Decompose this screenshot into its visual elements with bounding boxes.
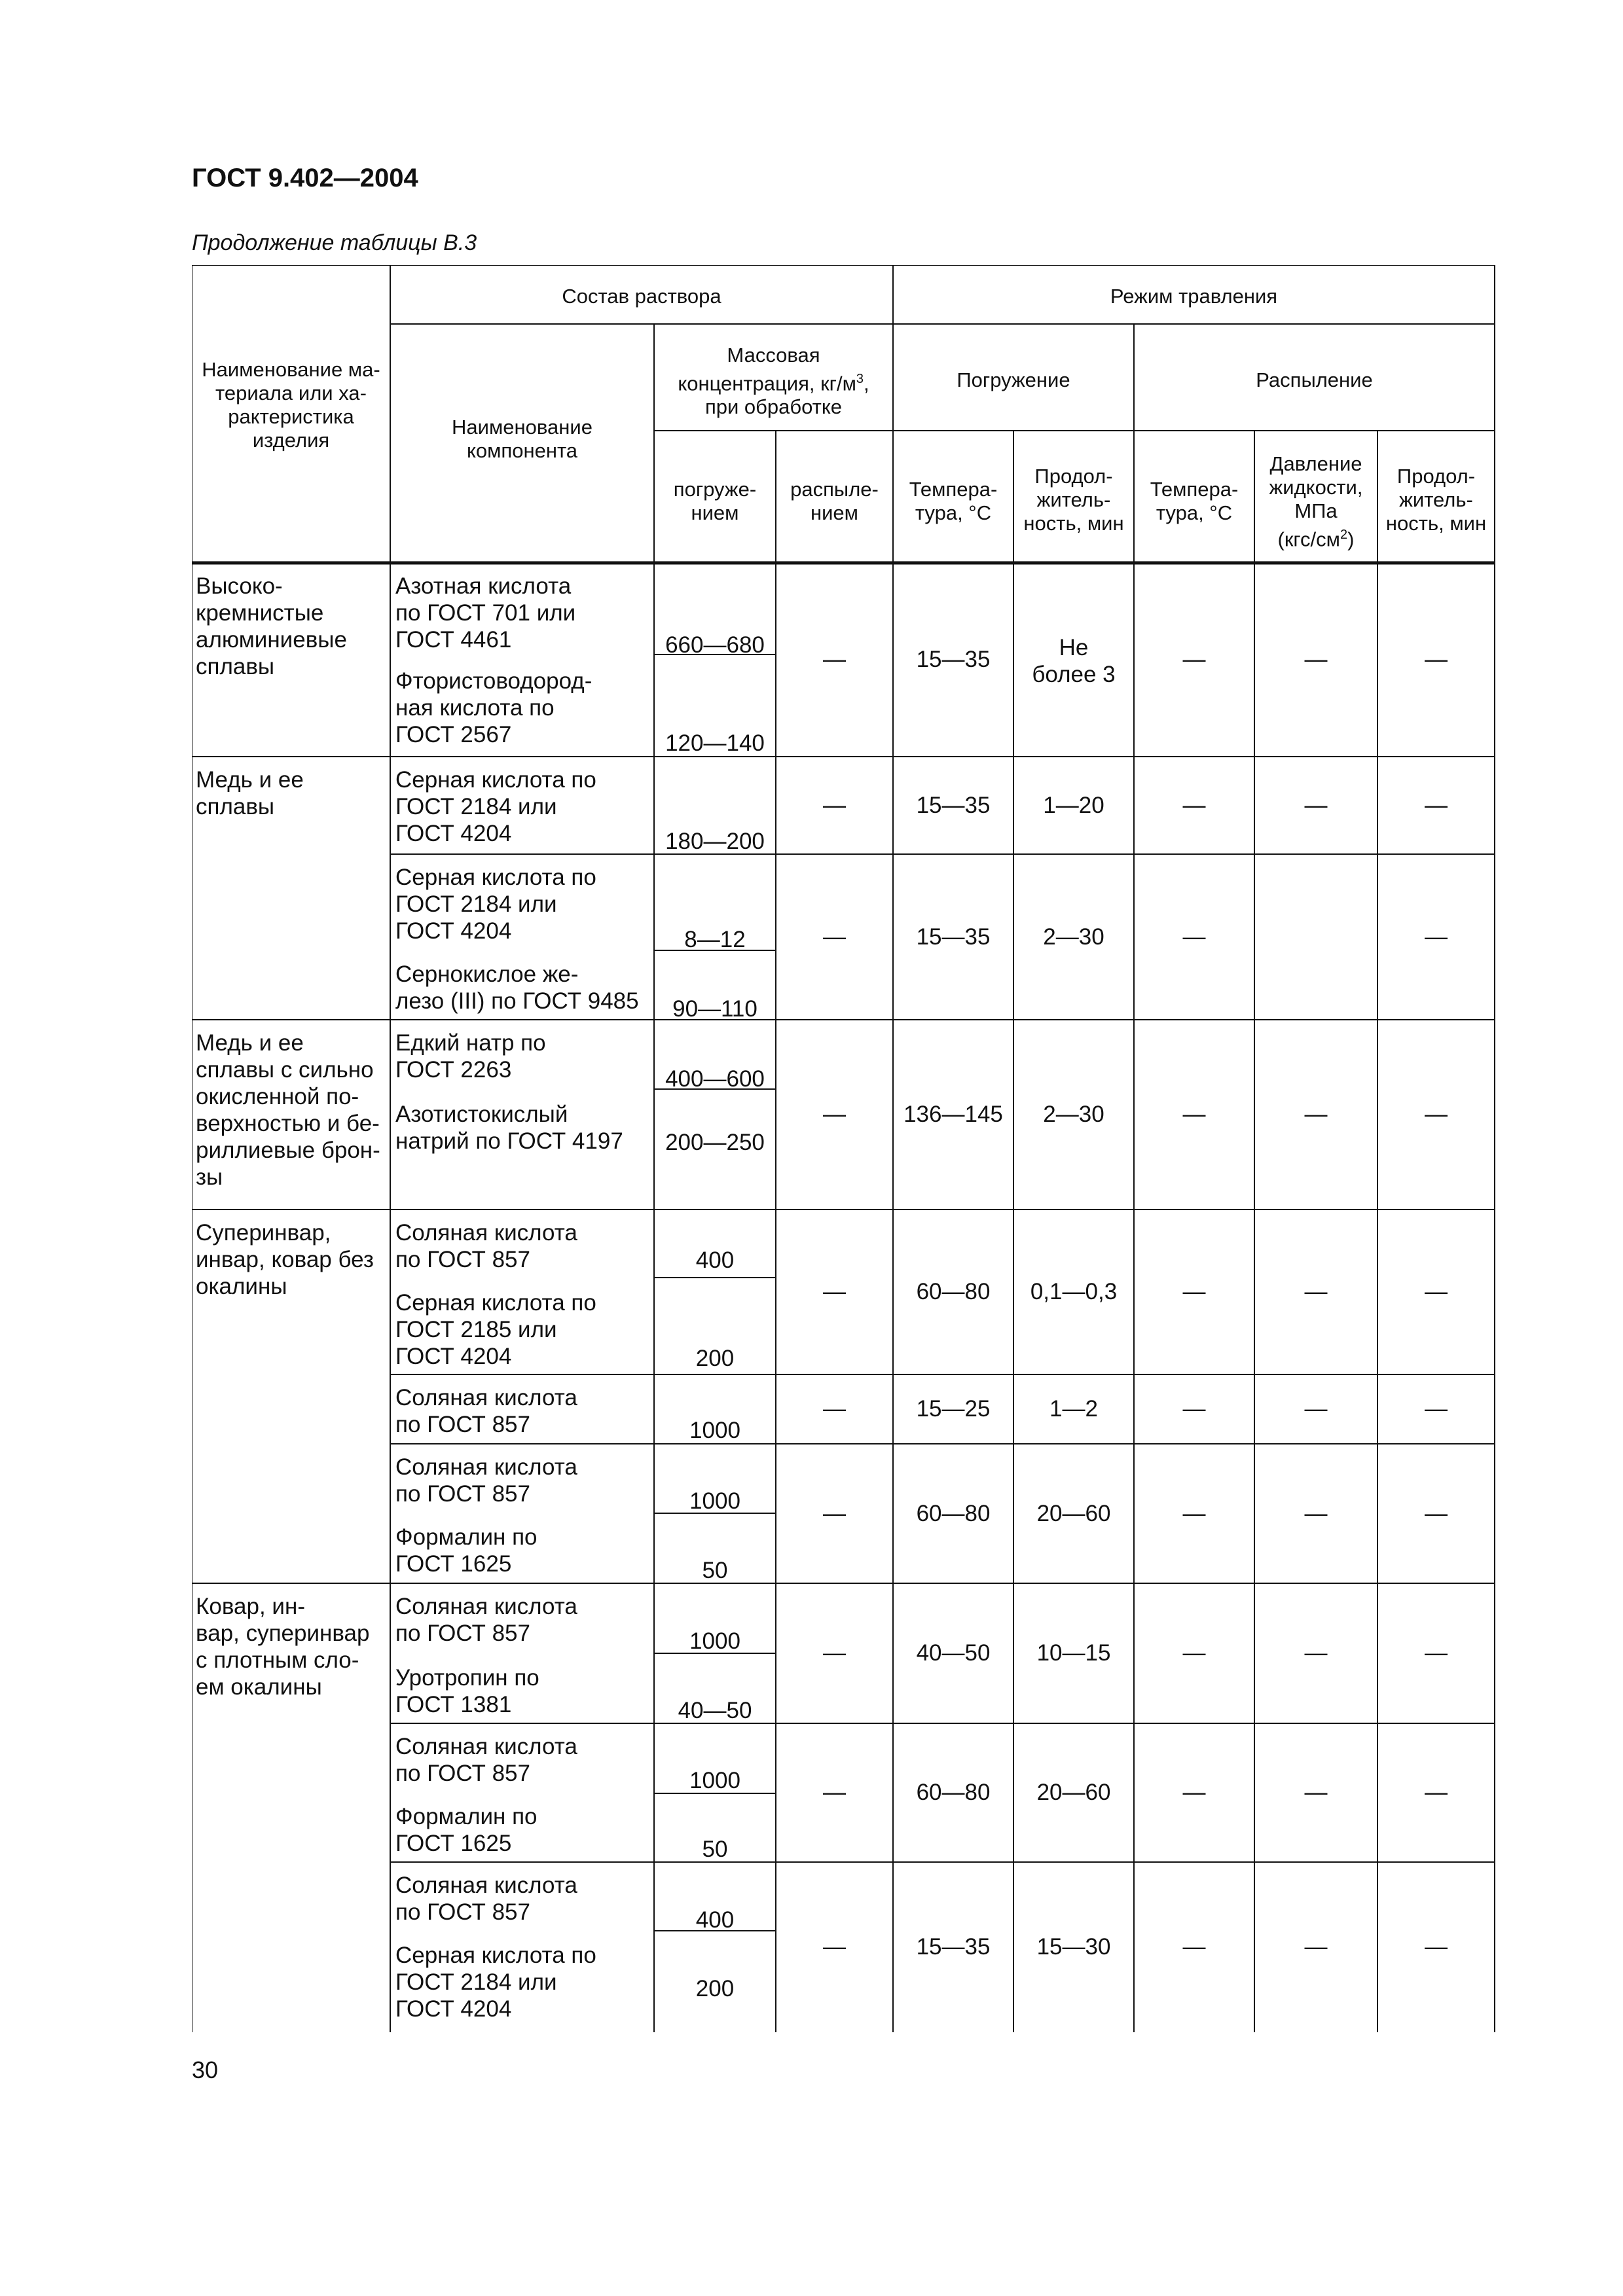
- component-name: Сернокислое же- лезо (III) по ГОСТ 9485: [395, 961, 639, 1014]
- component-name: Уротропин по ГОСТ 1381: [395, 1665, 539, 1717]
- header-concentration: Массовая концентрация, $кг/м^3$, при обработке: [678, 344, 869, 419]
- component-name: Серная кислота по ГОСТ 2184 или ГОСТ 4204: [395, 1943, 596, 2022]
- conc-spraying-value: —: [823, 1102, 846, 1127]
- temp-immersion-value: 15—35: [916, 793, 991, 818]
- material-label: Суперинвар, инвар, ковар без окалины: [196, 1220, 374, 1299]
- temp-immersion-value: 40—50: [916, 1640, 991, 1666]
- temp-immersion-value: 15—35: [916, 647, 991, 672]
- duration-immersion-value: 1—20: [1043, 793, 1104, 818]
- conc-immersion-value: 200: [695, 1346, 735, 1371]
- pressure-value: —: [1304, 647, 1328, 672]
- conc-spraying-value: —: [823, 1640, 846, 1666]
- conc-immersion-value: 40—50: [678, 1698, 752, 1723]
- conc-spraying-value: —: [823, 1279, 846, 1304]
- etching-table: [192, 265, 1501, 2032]
- temp-spraying-value: —: [1182, 924, 1206, 950]
- temp-spraying-value: —: [1182, 1501, 1206, 1526]
- component-name: Серная кислота по ГОСТ 2184 или ГОСТ 4204: [395, 865, 596, 944]
- material-label: Высоко- кремнистые алюминиевые сплавы: [196, 573, 347, 679]
- pressure-value: —: [1304, 1934, 1328, 1960]
- component-name: Соляная кислота по ГОСТ 857: [395, 1454, 577, 1507]
- pressure-value: —: [1304, 793, 1328, 818]
- conc-immersion-value: 1000: [689, 1488, 740, 1514]
- pressure-value: —: [1304, 1501, 1328, 1526]
- component-name: Азотная кислота по ГОСТ 701 или ГОСТ 4461: [395, 573, 576, 653]
- duration-immersion-value: Не более 3: [1032, 635, 1116, 687]
- component-name: Формалин по ГОСТ 1625: [395, 1524, 538, 1577]
- conc-immersion-value: 120—140: [665, 730, 765, 756]
- component-name: Азотистокислый натрий по ГОСТ 4197: [395, 1102, 623, 1154]
- duration-immersion-value: 10—15: [1036, 1640, 1111, 1666]
- temp-spraying-value: —: [1182, 1934, 1206, 1960]
- duration-spraying-value: —: [1425, 924, 1448, 950]
- component-name: Серная кислота по ГОСТ 2184 или ГОСТ 4204: [395, 767, 596, 846]
- component-name: Фтористоводород- ная кислота по ГОСТ 2567: [395, 668, 593, 747]
- conc-immersion-value: 1000: [689, 1628, 740, 1654]
- conc-immersion-value: 200—250: [665, 1130, 765, 1155]
- duration-spraying-value: —: [1425, 1934, 1448, 1960]
- conc-immersion-value: 400—600: [665, 1066, 765, 1092]
- duration-spraying-value: —: [1425, 1279, 1448, 1304]
- duration-immersion-value: 2—30: [1043, 1102, 1104, 1127]
- conc-immersion-value: 1000: [689, 1768, 740, 1793]
- duration-immersion-value: 2—30: [1043, 924, 1104, 950]
- duration-spraying-value: —: [1425, 1396, 1448, 1422]
- header-component: Наименование компонента: [452, 416, 593, 462]
- table-caption: Продолжение таблицы В.3: [192, 230, 477, 255]
- temp-immersion-value: 15—35: [916, 924, 991, 950]
- duration-spraying-value: —: [1425, 1640, 1448, 1666]
- temp-immersion-value: 60—80: [916, 1501, 991, 1526]
- conc-immersion-value: 50: [702, 1837, 728, 1862]
- temp-immersion-value: 15—25: [916, 1396, 991, 1422]
- conc-spraying-value: —: [823, 924, 846, 950]
- page-number: 30: [192, 2056, 219, 2083]
- pressure-value: —: [1304, 1640, 1328, 1666]
- header-material: Наименование ма- териала или ха- рактеристика изделия: [202, 358, 380, 452]
- duration-immersion-value: 0,1—0,3: [1030, 1279, 1118, 1304]
- header-immersion: Погружение: [957, 368, 1070, 391]
- pressure-value: —: [1304, 1780, 1328, 1805]
- conc-spraying-value: —: [823, 1934, 846, 1960]
- header-duration-spraying: Продол- житель- ность, мин: [1385, 465, 1487, 535]
- material-label: Ковар, ин- вар, суперинвар с плотным сло- ем окалины: [196, 1594, 370, 1700]
- temp-immersion-value: 60—80: [916, 1780, 991, 1805]
- conc-immersion-value: 660—680: [665, 632, 765, 658]
- temp-spraying-value: —: [1182, 1396, 1206, 1422]
- temp-spraying-value: —: [1182, 1279, 1206, 1304]
- conc-immersion-value: 400: [695, 1247, 735, 1273]
- component-name: Соляная кислота по ГОСТ 857: [395, 1385, 577, 1437]
- temp-immersion-value: 15—35: [916, 1934, 991, 1960]
- component-name: Соляная кислота по ГОСТ 857: [395, 1873, 577, 1925]
- temp-spraying-value: —: [1182, 1640, 1206, 1666]
- conc-immersion-value: 200: [695, 1976, 735, 2001]
- conc-immersion-value: 180—200: [665, 829, 765, 854]
- component-name: Едкий натр по ГОСТ 2263: [395, 1030, 546, 1083]
- document-header: ГОСТ 9.402—2004: [192, 164, 418, 192]
- temp-spraying-value: —: [1182, 1102, 1206, 1127]
- duration-immersion-value: 15—30: [1036, 1934, 1111, 1960]
- temp-immersion-value: 60—80: [916, 1279, 991, 1304]
- conc-spraying-value: —: [823, 1780, 846, 1805]
- conc-immersion-value: 1000: [689, 1418, 740, 1443]
- conc-spraying-value: —: [823, 793, 846, 818]
- duration-spraying-value: —: [1425, 647, 1448, 672]
- temp-spraying-value: —: [1182, 647, 1206, 672]
- header-conc-spraying: распыле- нием: [790, 478, 879, 524]
- duration-spraying-value: —: [1425, 793, 1448, 818]
- conc-immersion-value: 50: [702, 1558, 728, 1583]
- header-pressure: Давление жидкости, МПа $(кгс/см^2)$: [1269, 452, 1363, 551]
- header-duration-immersion: Продол- житель- ность, мин: [1023, 465, 1124, 535]
- conc-immersion-value: 400: [695, 1907, 735, 1933]
- conc-spraying-value: —: [823, 1501, 846, 1526]
- pressure-value: —: [1304, 1396, 1328, 1422]
- conc-immersion-value: 8—12: [684, 927, 746, 952]
- conc-immersion-value: 90—110: [672, 996, 757, 1022]
- header-composition: Состав раствора: [562, 285, 721, 308]
- header-temp-immersion: Темпера- тура, °С: [909, 478, 998, 524]
- component-name: Соляная кислота по ГОСТ 857: [395, 1220, 577, 1272]
- temp-spraying-value: —: [1182, 1780, 1206, 1805]
- material-label: Медь и ее сплавы с сильно окисленной по- верхностью и бе- риллиевые брон- зы: [196, 1030, 380, 1190]
- duration-spraying-value: —: [1425, 1780, 1448, 1805]
- duration-spraying-value: —: [1425, 1501, 1448, 1526]
- conc-spraying-value: —: [823, 647, 846, 672]
- component-name: Соляная кислота по ГОСТ 857: [395, 1734, 577, 1786]
- component-name: Соляная кислота по ГОСТ 857: [395, 1594, 577, 1646]
- header-etching-mode: Режим травления: [1110, 285, 1278, 308]
- pressure-value: —: [1304, 1279, 1328, 1304]
- header-temp-spraying: Темпера- тура, °С: [1150, 478, 1239, 524]
- temp-immersion-value: 136—145: [903, 1102, 1003, 1127]
- material-label: Медь и ее сплавы: [196, 767, 304, 819]
- duration-immersion-value: 20—60: [1036, 1780, 1111, 1805]
- temp-spraying-value: —: [1182, 793, 1206, 818]
- component-name: Серная кислота по ГОСТ 2185 или ГОСТ 4204: [395, 1290, 596, 1369]
- component-name: Формалин по ГОСТ 1625: [395, 1804, 538, 1856]
- duration-immersion-value: 1—2: [1049, 1396, 1098, 1422]
- duration-immersion-value: 20—60: [1036, 1501, 1111, 1526]
- header-conc-immersion: погруже- нием: [673, 478, 757, 524]
- pressure-value: —: [1304, 1102, 1328, 1127]
- duration-spraying-value: —: [1425, 1102, 1448, 1127]
- header-spraying: Распыление: [1256, 368, 1373, 391]
- conc-spraying-value: —: [823, 1396, 846, 1422]
